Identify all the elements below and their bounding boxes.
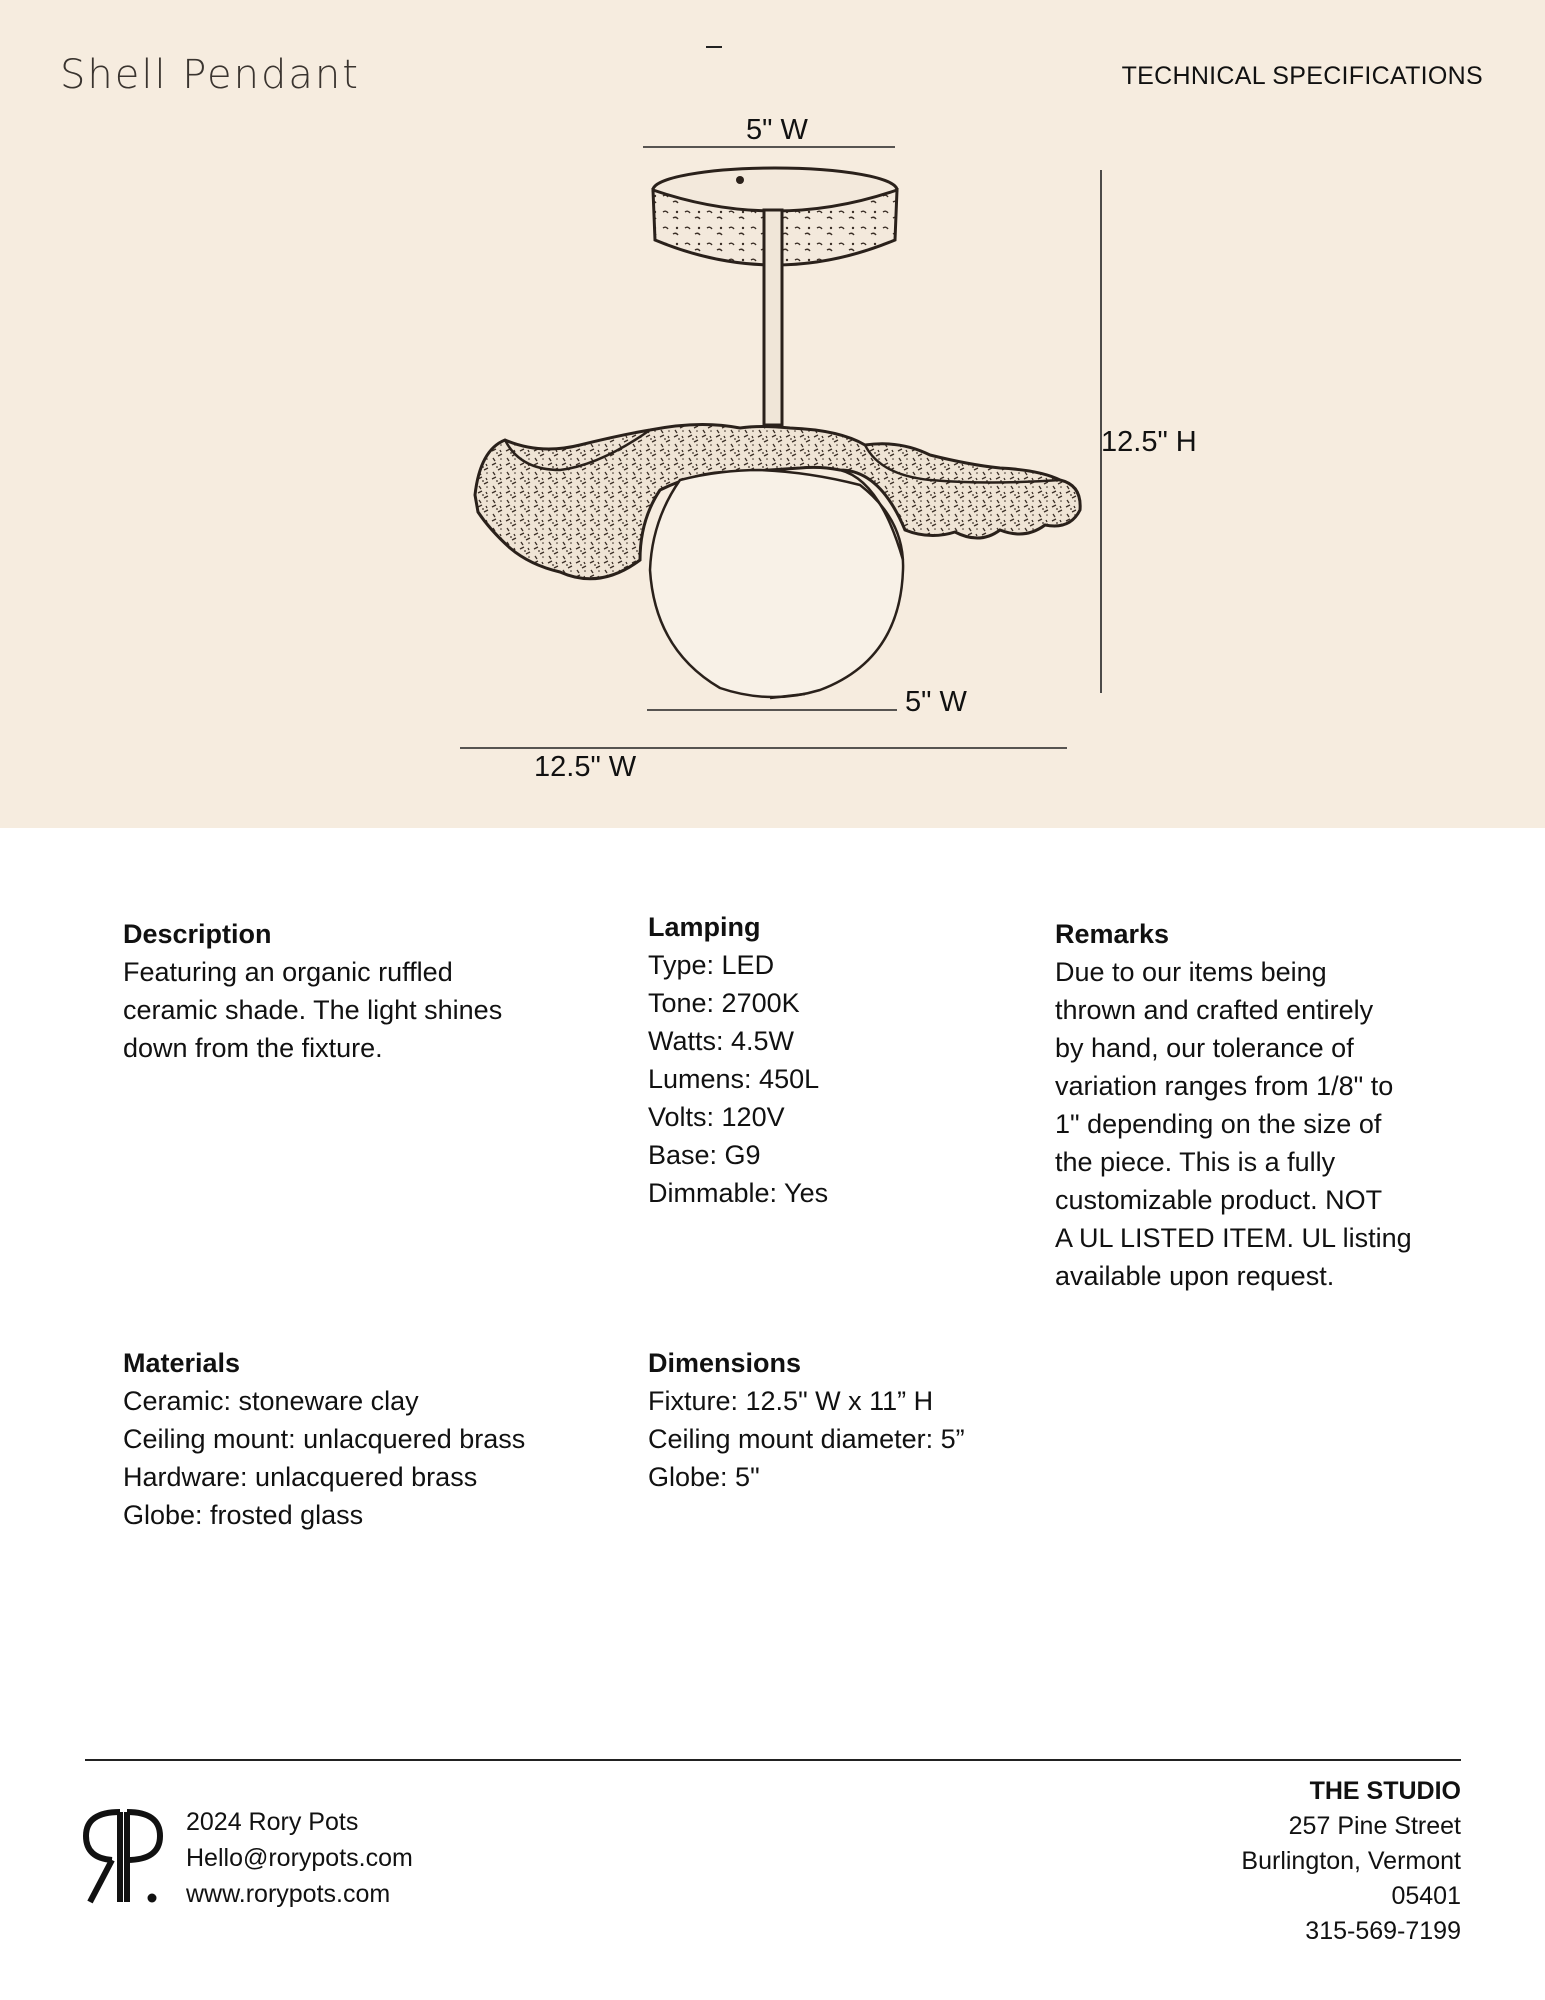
description-section xyxy=(123,915,563,1067)
globe-width-label: 5" W xyxy=(905,686,967,718)
description-line: Featuring an organic ruffled xyxy=(123,957,453,987)
materials-line: Ceiling mount: unlacquered brass xyxy=(123,1424,526,1454)
studio-heading: THE STUDIO xyxy=(1309,1777,1461,1805)
shade-width-label: 12.5" W xyxy=(534,751,637,783)
hero-banner xyxy=(0,0,1545,828)
description-line: ceramic shade. The light shines xyxy=(123,995,503,1025)
dimensions-line: Ceiling mount diameter: 5” xyxy=(648,1424,965,1454)
lamping-line: Watts: 4.5W xyxy=(648,1026,795,1056)
contact-block xyxy=(186,1804,413,1912)
footer-divider xyxy=(85,1759,1461,1761)
remarks-line: available upon request. xyxy=(1055,1261,1335,1291)
dimensions-line: Fixture: 12.5" W x 11” H xyxy=(648,1386,934,1416)
copyright-text: 2024 Rory Pots xyxy=(186,1808,359,1836)
email-link[interactable]: Hello@rorypots.com xyxy=(186,1844,413,1872)
lamping-heading: Lamping xyxy=(648,912,761,942)
rp-logo-icon xyxy=(80,1808,164,1904)
product-title: Shell Pendant xyxy=(60,52,360,98)
remarks-line: variation ranges from 1/8" to xyxy=(1055,1071,1394,1101)
studio-street: 257 Pine Street xyxy=(1288,1812,1461,1840)
studio-phone[interactable]: 315-569-7199 xyxy=(1305,1917,1461,1945)
materials-line: Globe: frosted glass xyxy=(123,1500,364,1530)
remarks-line: the piece. This is a fully xyxy=(1055,1147,1336,1177)
materials-line: Hardware: unlacquered brass xyxy=(123,1462,478,1492)
description-line: down from the fixture. xyxy=(123,1033,383,1063)
height-label: 12.5" H xyxy=(1101,426,1197,458)
remarks-line: 1" depending on the size of xyxy=(1055,1109,1382,1139)
remarks-heading: Remarks xyxy=(1055,919,1170,949)
lamping-section xyxy=(648,908,1028,1212)
dimensions-line: Globe: 5" xyxy=(648,1462,760,1492)
materials-line: Ceramic: stoneware clay xyxy=(123,1386,419,1416)
dimensions-section xyxy=(648,1344,1068,1496)
remarks-line: thrown and crafted entirely xyxy=(1055,995,1374,1025)
remarks-line: customizable product. NOT xyxy=(1055,1185,1383,1215)
lamping-line: Lumens: 450L xyxy=(648,1064,820,1094)
remarks-line: Due to our items being xyxy=(1055,957,1327,987)
globe xyxy=(650,470,903,697)
description-heading: Description xyxy=(123,919,272,949)
website-link[interactable]: www.rorypots.com xyxy=(186,1880,391,1908)
spec-label: TECHNICAL SPECIFICATIONS xyxy=(1121,62,1483,90)
lamping-line: Dimmable: Yes xyxy=(648,1178,829,1208)
materials-heading: Materials xyxy=(123,1348,241,1378)
remarks-section xyxy=(1055,915,1455,1295)
studio-address xyxy=(1241,1774,1461,1949)
lamping-line: Type: LED xyxy=(648,950,775,980)
remarks-line: by hand, our tolerance of xyxy=(1055,1033,1354,1063)
remarks-line: A UL LISTED ITEM. UL listing xyxy=(1055,1223,1412,1253)
top-width-label: 5" W xyxy=(746,114,808,146)
lamping-line: Tone: 2700K xyxy=(648,988,800,1018)
lamping-line: Base: G9 xyxy=(648,1140,761,1170)
stem xyxy=(764,210,782,425)
dimensions-heading: Dimensions xyxy=(648,1348,802,1378)
studio-city: Burlington, Vermont xyxy=(1241,1847,1461,1875)
studio-zip: 05401 xyxy=(1391,1882,1461,1910)
materials-section xyxy=(123,1344,623,1534)
lamping-line: Volts: 120V xyxy=(648,1102,785,1132)
